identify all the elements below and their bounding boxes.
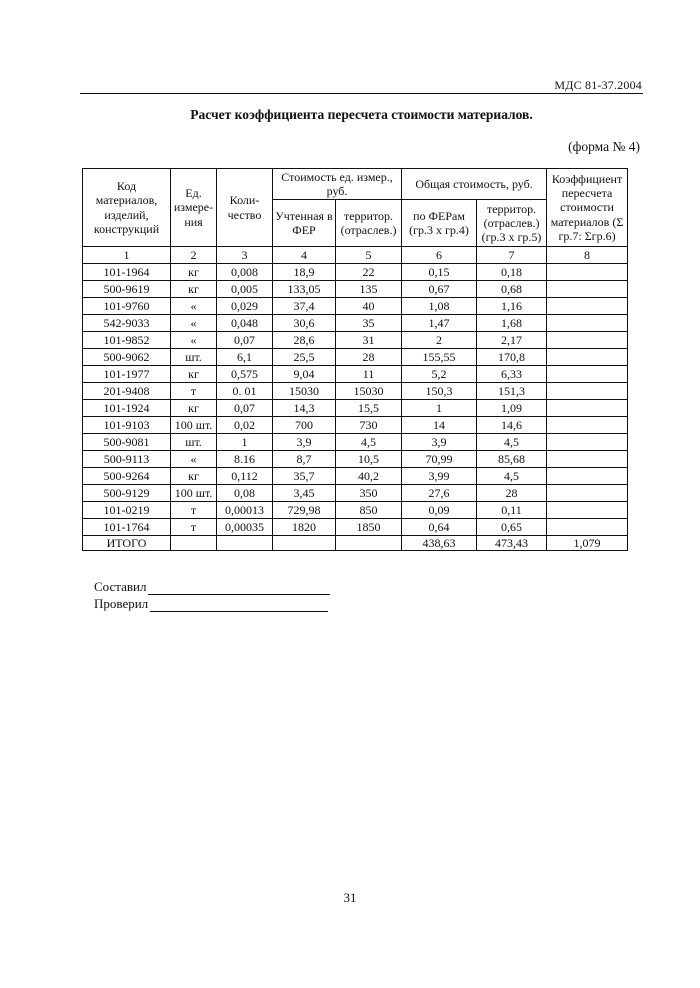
cell-unit-cost-fer: 25,5 [273,349,336,366]
cell-coefficient [547,400,628,417]
cell-total-territ: 2,17 [477,332,547,349]
table-row [83,400,628,417]
cell-unit: т [171,502,217,519]
cell-unit-cost-territ: 31 [336,332,402,349]
cell-qty: 0,00035 [217,519,273,536]
materials-table [82,168,628,551]
signature-checked [94,595,330,612]
cell-coefficient [547,519,628,536]
cell-unit-cost-territ: 850 [336,502,402,519]
cell-unit-cost-territ: 35 [336,315,402,332]
cell-coefficient [547,417,628,434]
cell-unit: кг [171,366,217,383]
cell-code: 101-1977 [83,366,171,383]
cell-coefficient [547,281,628,298]
cell-qty: 0,029 [217,298,273,315]
table-row [83,502,628,519]
cell-coefficient [547,298,628,315]
cell-unit-cost-territ: 11 [336,366,402,383]
header-qty: Коли-чество [217,169,273,247]
total-empty-cell [273,536,336,551]
cell-unit: шт. [171,434,217,451]
cell-unit: шт. [171,349,217,366]
cell-qty: 0,07 [217,400,273,417]
cell-unit: кг [171,281,217,298]
total-empty-cell [336,536,402,551]
cell-unit-cost-fer: 133,05 [273,281,336,298]
cell-unit-cost-fer: 35,7 [273,468,336,485]
cell-code: 101-9103 [83,417,171,434]
cell-unit-cost-territ: 1850 [336,519,402,536]
cell-unit: кг [171,400,217,417]
cell-total-territ: 0,18 [477,264,547,281]
cell-total-fer: 0,67 [402,281,477,298]
cell-unit: 100 шт. [171,485,217,502]
cell-qty: 0,005 [217,281,273,298]
cell-coefficient [547,502,628,519]
cell-qty: 0,048 [217,315,273,332]
cell-unit-cost-territ: 10,5 [336,451,402,468]
table-row [83,417,628,434]
signature-compiled [94,578,330,595]
cell-coefficient [547,349,628,366]
cell-unit-cost-fer: 9,04 [273,366,336,383]
cell-code: 101-1964 [83,264,171,281]
cell-total-territ: 85,68 [477,451,547,468]
table-row [83,485,628,502]
cell-coefficient [547,468,628,485]
cell-qty: 0,08 [217,485,273,502]
table-body [83,264,628,536]
header-coefficient: Коэффициент пересчета стоимости материалов (Σ гр.7: Σгр.6) [547,169,628,247]
column-number: 3 [217,247,273,264]
cell-code: 500-9062 [83,349,171,366]
table-row [83,366,628,383]
form-label: (форма № 4) [568,139,640,154]
signature-compiled-label: Составил [94,579,147,594]
table-row [83,519,628,536]
cell-total-territ: 151,3 [477,383,547,400]
cell-coefficient [547,383,628,400]
cell-unit-cost-territ: 22 [336,264,402,281]
cell-qty: 6,1 [217,349,273,366]
cell-unit-cost-fer: 729,98 [273,502,336,519]
cell-unit-cost-fer: 28,6 [273,332,336,349]
cell-unit-cost-fer: 18,9 [273,264,336,281]
cell-code: 500-9081 [83,434,171,451]
header-unit-cost-territ: территор. (отраслев.) [336,200,402,247]
cell-unit-cost-territ: 135 [336,281,402,298]
cell-unit-cost-territ: 350 [336,485,402,502]
table-row [83,383,628,400]
cell-code: 500-9619 [83,281,171,298]
cell-total-fer: 1,47 [402,315,477,332]
table-row [83,434,628,451]
total-coefficient-value: 1,079 [547,536,628,551]
cell-unit-cost-fer: 3,9 [273,434,336,451]
cell-unit-cost-fer: 700 [273,417,336,434]
table-row [83,349,628,366]
cell-total-fer: 27,6 [402,485,477,502]
cell-coefficient [547,434,628,451]
cell-coefficient [547,485,628,502]
cell-code: 201-9408 [83,383,171,400]
header-total-territ: территор. (отраслев.) (гр.3 х гр.5) [477,200,547,247]
cell-unit: кг [171,264,217,281]
cell-total-territ: 170,8 [477,349,547,366]
cell-code: 101-9760 [83,298,171,315]
page-number: 31 [343,890,357,905]
header-rule [80,93,643,94]
cell-total-fer: 0,09 [402,502,477,519]
cell-total-fer: 150,3 [402,383,477,400]
signature-block [94,578,330,612]
cell-total-territ: 0,68 [477,281,547,298]
cell-total-territ: 6,33 [477,366,547,383]
column-number: 4 [273,247,336,264]
cell-unit-cost-territ: 730 [336,417,402,434]
cell-total-fer: 14 [402,417,477,434]
cell-total-fer: 5,2 [402,366,477,383]
cell-unit-cost-fer: 1820 [273,519,336,536]
table-row [83,468,628,485]
cell-total-fer: 0,64 [402,519,477,536]
cell-qty: 0,575 [217,366,273,383]
cell-unit-cost-territ: 28 [336,349,402,366]
cell-total-fer: 3,9 [402,434,477,451]
cell-unit: « [171,332,217,349]
column-number: 2 [171,247,217,264]
cell-unit: « [171,451,217,468]
cell-total-territ: 4,5 [477,434,547,451]
cell-unit: кг [171,468,217,485]
cell-total-fer: 3,99 [402,468,477,485]
cell-total-fer: 1,08 [402,298,477,315]
column-number: 7 [477,247,547,264]
document-code: МДС 81-37.2004 [554,78,642,92]
cell-unit: 100 шт. [171,417,217,434]
cell-code: 101-0219 [83,502,171,519]
table-row [83,315,628,332]
cell-total-territ: 1,68 [477,315,547,332]
header-code: Код материалов, изделий, конструкций [83,169,171,247]
total-label: ИТОГО [83,536,171,551]
total-row [83,536,628,551]
table-row [83,281,628,298]
column-number: 5 [336,247,402,264]
cell-qty: 0,112 [217,468,273,485]
total-territ-value: 473,43 [477,536,547,551]
cell-unit-cost-fer: 3,45 [273,485,336,502]
signature-compiled-line [148,581,330,595]
cell-unit: « [171,315,217,332]
cell-total-fer: 2 [402,332,477,349]
cell-code: 500-9129 [83,485,171,502]
table-row [83,451,628,468]
total-empty-cell [217,536,273,551]
cell-code: 101-9852 [83,332,171,349]
column-number: 8 [547,247,628,264]
cell-code: 542-9033 [83,315,171,332]
cell-qty: 1 [217,434,273,451]
cell-total-fer: 1 [402,400,477,417]
table-row [83,298,628,315]
page-title: Расчет коэффициента пересчета стоимости материалов. [190,107,533,122]
cell-coefficient [547,264,628,281]
cell-unit-cost-territ: 15030 [336,383,402,400]
cell-code: 101-1764 [83,519,171,536]
header-total-cost-group: Общая стоимость, руб. [402,169,547,200]
column-number: 1 [83,247,171,264]
cell-coefficient [547,315,628,332]
column-number: 6 [402,247,477,264]
cell-unit: т [171,519,217,536]
cell-qty: 0. 01 [217,383,273,400]
cell-total-fer: 155,55 [402,349,477,366]
header-unit-cost-fer: Учтенная в ФЕР [273,200,336,247]
cell-code: 101-1924 [83,400,171,417]
cell-total-territ: 1,09 [477,400,547,417]
cell-total-fer: 70,99 [402,451,477,468]
signature-checked-line [150,598,328,612]
cell-unit-cost-fer: 15030 [273,383,336,400]
cell-coefficient [547,366,628,383]
header-total-fer: по ФЕРам (гр.3 х гр.4) [402,200,477,247]
cell-code: 500-9113 [83,451,171,468]
cell-unit-cost-territ: 4,5 [336,434,402,451]
cell-unit-cost-fer: 30,6 [273,315,336,332]
total-empty-cell [171,536,217,551]
cell-unit-cost-fer: 8,7 [273,451,336,468]
table-row [83,332,628,349]
cell-total-territ: 1,16 [477,298,547,315]
cell-unit-cost-territ: 40,2 [336,468,402,485]
cell-total-territ: 0,65 [477,519,547,536]
cell-qty: 8.16 [217,451,273,468]
cell-qty: 0,02 [217,417,273,434]
header-unit: Ед. измере-ния [171,169,217,247]
cell-qty: 0,00013 [217,502,273,519]
cell-unit-cost-territ: 15,5 [336,400,402,417]
cell-unit: т [171,383,217,400]
cell-unit: « [171,298,217,315]
cell-total-fer: 0,15 [402,264,477,281]
signature-checked-label: Проверил [94,596,149,611]
cell-unit-cost-territ: 40 [336,298,402,315]
cell-unit-cost-fer: 14,3 [273,400,336,417]
cell-total-territ: 14,6 [477,417,547,434]
header-unit-cost-group: Стоимость ед. измер., руб. [273,169,402,200]
total-fer-value: 438,63 [402,536,477,551]
cell-coefficient [547,332,628,349]
cell-total-territ: 28 [477,485,547,502]
cell-coefficient [547,451,628,468]
cell-total-territ: 4,5 [477,468,547,485]
cell-unit-cost-fer: 37,4 [273,298,336,315]
cell-qty: 0,07 [217,332,273,349]
table-row [83,264,628,281]
cell-code: 500-9264 [83,468,171,485]
cell-total-territ: 0,11 [477,502,547,519]
cell-qty: 0,008 [217,264,273,281]
